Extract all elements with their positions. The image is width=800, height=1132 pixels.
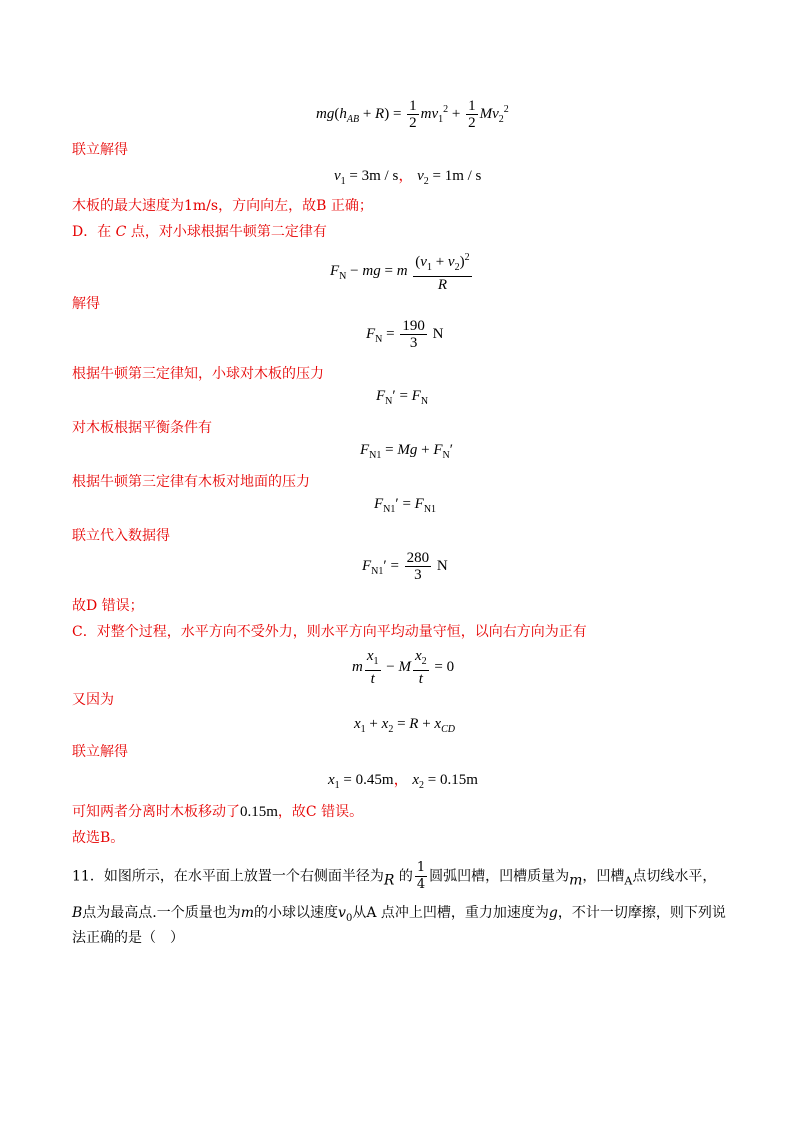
text-line-1: 联立解得 xyxy=(72,142,128,158)
text-line-11: 又因为 xyxy=(72,692,114,708)
normal-force-result: $F_N$ = $\frac{190}{3}$ N xyxy=(366,318,444,351)
question-11: 11．如图所示，在水平面上放置一个右侧面半径为R 的 $\frac{1}{4}$ 圆弧凹槽，凹槽质量为m，凹槽$_A$点切线水平， B点为最高点.一个质量也为m的小球以速度$v_0$从A 点冲上凹槽，重力加速度为g，不计一切摩擦，则下列说法正确的是（ ） xyxy=(72,860,726,947)
displacement-relation: $x_1 + x_2 = R + x_{CD}$ xyxy=(354,716,455,735)
energy-equation: $mg(h_{AB} + R)$ = $\frac{1}{2}$ $mv_1^2$ + $\frac{1}{2}$ $Mv_2^2$ xyxy=(316,98,509,131)
text-line-5: 根据牛顿第三定律知，小球对木板的压力 xyxy=(72,366,324,382)
third-law-equation-2: $F_{N1}' = F_{N1}$ xyxy=(374,496,437,515)
balance-equation: $F_{N1} = Mg + F_N'$ xyxy=(360,442,454,461)
text-line-13: 可知两者分离时木板移动了0.15m，故C 错误。 xyxy=(72,804,364,820)
third-law-equation-1: $F_N' = F_N$ xyxy=(376,388,429,407)
text-line-12: 联立解得 xyxy=(72,744,128,760)
text-line-9: 故D 错误； xyxy=(72,598,144,614)
ground-force-result: $F_{N1}'$ = $\frac{280}{3}$ N xyxy=(362,550,448,583)
text-line-10: C．对整个过程，水平方向不受外力，则水平方向平均动量守恒，以向右方向为正有 xyxy=(72,624,587,640)
displacement-result: $x_1 = 0.45m$， $x_2 = 0.15m$ xyxy=(328,772,478,791)
text-line-2: 木板的最大速度为1m/s，方向向左，故B 正确； xyxy=(72,198,373,214)
text-line-6: 对木板根据平衡条件有 xyxy=(72,420,212,436)
text-line-8: 联立代入数据得 xyxy=(72,528,170,544)
text-line-4: 解得 xyxy=(72,296,100,312)
newton-second-law-equation: $F_N$ − mg = m $\frac{(v_1 + v_2)^2}{R}$ xyxy=(330,252,470,293)
text-line-14: 故选B。 xyxy=(72,830,125,846)
text-line-3: D．在 C 点，对小球根据牛顿第二定律有 xyxy=(72,224,327,240)
momentum-equation: m $\frac{x_1}{t}$ − M $\frac{x_2}{t}$ = 0 xyxy=(352,648,455,687)
velocity-result: $v_1 = 3m / s$， $v_2 = 1m / s$ xyxy=(334,168,482,187)
text-line-7: 根据牛顿第三定律有木板对地面的压力 xyxy=(72,474,310,490)
